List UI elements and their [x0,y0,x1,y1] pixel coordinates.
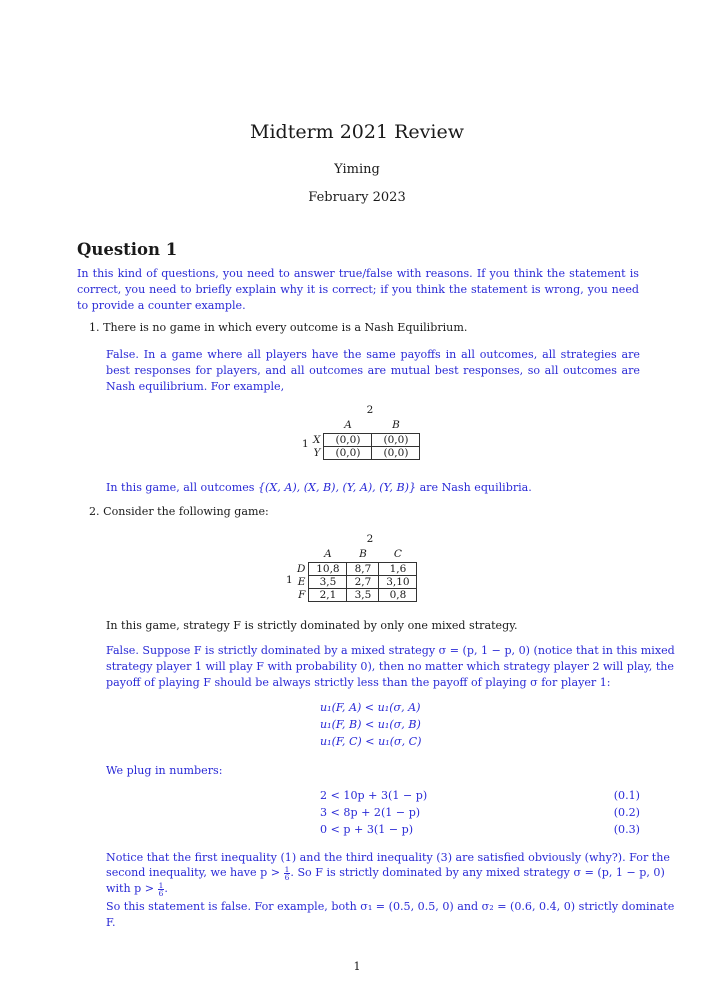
q2-answer-line-2: strategy player 1 will play F with probability 0), then no matter which strategy player 2 will play, the [106,660,675,673]
q2-equation-number: (0.3) [613,823,640,836]
game2-row-player: 1 [286,574,293,586]
game1-col-header: B [392,419,400,431]
fraction-denominator: 6 [158,888,164,898]
q2-equation: 0 < p + 3(1 − p) [320,823,414,836]
game2-cell: 3,5 [347,589,379,602]
q1-conclusion [106,480,640,496]
q1-conclusion-prefix: In this game, all outcomes [106,481,255,494]
game2-cell: 10,8 [309,563,347,576]
q2-notice-line-2 [106,864,665,882]
game2-row-label: F [298,588,306,601]
paper-title: Midterm 2021 Review [250,121,464,143]
q1-answer: False. In a game where all players have the same payoffs in all outcomes, all strategies are best responses for players, and all outcomes are mutual best responses, so all outcomes are Nash equilibrium. For example, [106,348,640,394]
section-heading: Question 1 [77,240,178,259]
game1-col-header: A [344,419,352,431]
game2-table [296,547,417,602]
q2-final-line-2: F. [106,916,116,929]
game2-cell: 8,7 [347,563,379,576]
section-intro: In this kind of questions, you need to answer true/false with reasons. If you think the statement is correct, you need to briefly explain why it is correct; if you think the statement is wrong, you need to provide a counter example. [77,267,639,313]
q2-equation-number: (0.1) [613,789,640,802]
q1-item [89,321,467,334]
game2-cell: 2,1 [309,589,347,602]
game1-row-label: X [313,433,321,446]
q2-inequality: u₁(F, B) < u₁(σ, B) [320,718,421,731]
q2-inequality: u₁(F, A) < u₁(σ, A) [320,701,421,714]
q2-plug-text: We plug in numbers: [106,764,223,777]
q2-statement: Consider the following game: [103,505,269,518]
q2-notice-text: second inequality, we have p > [106,866,281,879]
q2-notice-line-3 [106,881,640,897]
q2-equation-number: (0.2) [613,806,640,819]
q1-conclusion-suffix: are Nash equilibria. [419,481,532,494]
paper-author: Yiming [334,162,380,177]
q2-notice-text: . [164,882,168,895]
game2-cell: 2,7 [347,576,379,589]
game2-row-label: D [297,562,306,575]
q2-inequality: u₁(F, C) < u₁(σ, C) [320,735,422,748]
fraction-numerator: 1 [284,864,290,874]
q2-claim: In this game, strategy F is strictly dominated by only one mixed strategy. [106,619,518,632]
game1-cell: (0,0) [324,434,372,447]
game1-cell: (0,0) [324,447,372,460]
q2-answer-line-3: payoff of playing F should be always strictly less than the payoff of playing σ for player 1: [106,676,611,689]
game1-row-player: 1 [302,438,309,450]
q2-equation: 3 < 8p + 2(1 − p) [320,806,421,819]
game2-col-header: C [393,548,402,560]
q2-answer-line-1: False. Suppose F is strictly dominated by a mixed strategy σ = (p, 1 − p, 0) (notice that in this mixed [106,644,675,657]
q2-item [89,505,269,518]
q1-conclusion-set: {(X, A), (X, B), (Y, A), (Y, B)} [258,481,417,494]
fraction-denominator: 6 [284,872,290,882]
game2-col-header: B [359,548,367,560]
q2-notice-text: with p > [106,882,155,895]
q1-number: 1. [89,321,100,334]
page-number: 1 [353,960,361,973]
game2-cell: 3,5 [309,576,347,589]
game1-row-label: Y [313,446,321,459]
fraction-numerator: 1 [158,880,164,890]
game2-cell: 0,8 [379,589,417,602]
q2-final-line-1: So this statement is false. For example, both σ₁ = (0.5, 0.5, 0) and σ₂ = (0.6, 0.4, 0) strictly dominate [106,900,675,913]
game1-table [312,418,420,460]
q2-number: 2. [89,505,100,518]
game2-row-label: E [297,575,306,588]
game1-cell: (0,0) [372,434,420,447]
game2-col-header: A [324,548,332,560]
q1-statement: There is no game in which every outcome is a Nash Equilibrium. [103,321,468,334]
game1-cell: (0,0) [372,447,420,460]
q2-notice-text: . So F is strictly dominated by any mixed strategy σ = (p, 1 − p, 0) [290,866,665,879]
game2-cell: 3,10 [379,576,417,589]
game2-col-player: 2 [366,533,374,545]
game1-col-player: 2 [366,404,374,416]
q2-equation: 2 < 10p + 3(1 − p) [320,789,428,802]
game2-cell: 1,6 [379,563,417,576]
q2-notice-line-1: Notice that the first inequality (1) and the third inequality (3) are satisfied obviously (why?). For the [106,851,670,864]
paper-date: February 2023 [308,190,406,205]
